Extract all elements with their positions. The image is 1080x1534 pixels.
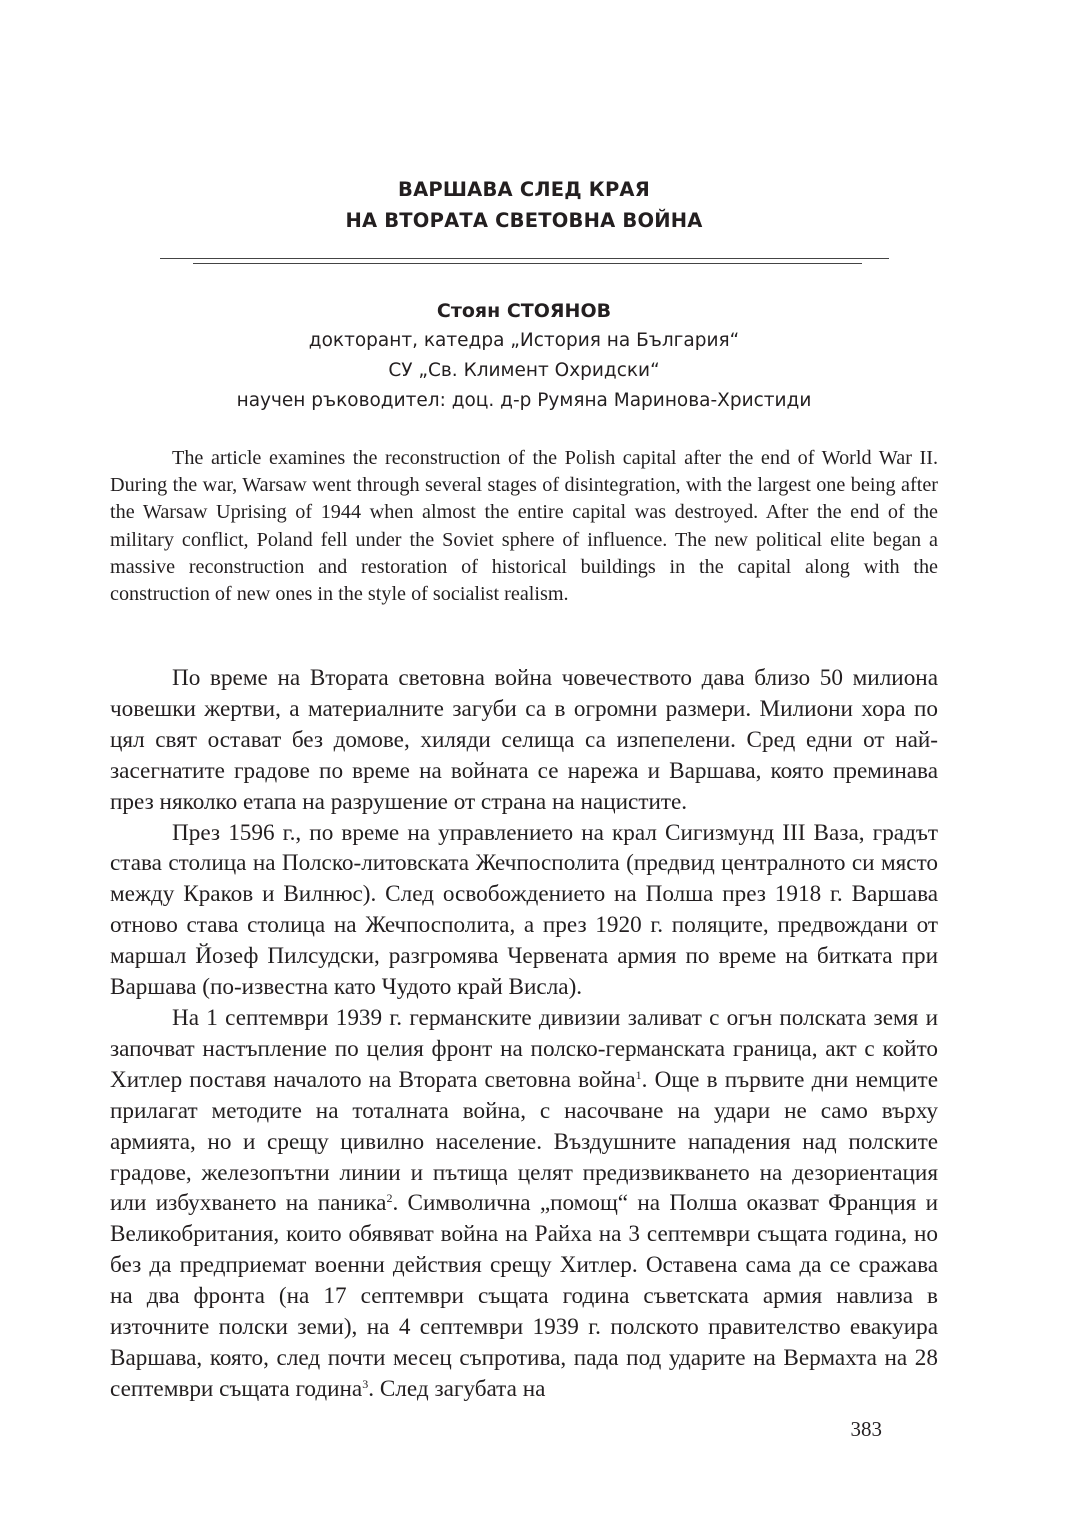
article-title [0,174,1048,236]
paragraph-3-part-c: . Символична „помощ“ на Полша оказват Франция и Великобритания, които обявяват война на Райха на 3 септември същата година, но без да предприемат военни действия срещу Хитлер. Оставена сама да се сражава на два фронта (на 17 септември същата година съветската армия навлиза в източните полски земи), на 4 септември 1939 г. полското правителство евакуира Варшава, която, след почти месец съпротива, пада под ударите на Вермахта на 28 септември същата година [110,1190,938,1402]
author-supervisor: научен ръководител: доц. д-р Румяна Маринова-Христиди [236,390,812,411]
title-line-1: ВАРШАВА СЛЕД КРАЯ [398,178,650,201]
author-position: докторант, катедра „История на България“ [308,330,740,351]
article-body [110,663,938,1405]
body-paragraph-3 [110,1003,938,1405]
author-name: Стоян СТОЯНОВ [436,300,612,322]
paragraph-3-part-b: . Още в първите дни немците прилагат методите на тоталната война, с насочване на удари не само върху армията, но и срещу цивилно население. Въздушните нападения над полските градове, железопътни линии и пътища целят предизвикването на дезориентация или избухването на паника [110,1066,938,1217]
abstract-text: The article examines the reconstruction of the Polish capital after the end of World War II. During the war, Warsaw went through several stages of disintegration, with the largest one being after the Warsaw Uprising of 1944 when almost the entire capital was destroyed. After the end of the military conflict, Poland fell under the Soviet sphere of influence. The new political elite began a massive reconstruction and restoration of historical buildings in the capital along with the construction of new ones in the style of socialist realism. [110,447,938,606]
footnote-ref-1[interactable]: 1 [635,1067,642,1082]
footnote-ref-3[interactable]: 3 [362,1376,369,1391]
title-divider-bottom [193,263,862,264]
author-university: СУ „Св. Климент Охридски“ [388,360,660,381]
title-divider-top [160,258,889,259]
paragraph-3-part-a: На 1 септември 1939 г. германските дивизии заливат с огън полската земя и започват настъпление по целия фронт на полско-германската граница, акт с който Хитлер поставя началото на Втората световна война [110,1004,938,1093]
abstract [110,445,938,608]
author-block [0,296,1048,416]
body-paragraph-2: През 1596 г., по време на управлението на крал Сигизмунд III Ваза, градът става столица на Полско-литовската Жечпосполита (предвид централното си място между Краков и Вилнюс). След освобождението на Полша през 1918 г. Варшава отново става столица на Жечпосполита, а през 1920 г. поляците, предвождани от маршал Йозеф Пилсудски, разгромява Червената армия по време на битката при Варшава (по-известна като Чудото край Висла). [110,819,938,1001]
page-number: 383 [850,1417,882,1441]
paragraph-3-part-d: . След загубата на [368,1375,546,1402]
footnote-ref-2[interactable]: 2 [386,1191,393,1206]
title-line-2: НА ВТОРАТА СВЕТОВНА ВОЙНА [345,209,703,232]
body-paragraph-1: По време на Втората световна война човечеството дава близо 50 милиона човешки жертви, а материалните загуби са в огромни размери. Милиони хора по цял свят остават без домове, хиляди селища са изпепелени. Сред едни от най-засегнатите градове по време на войната се нарежа и Варшава, която преминава през няколко етапа на разрушение от страна на нацистите. [110,665,938,815]
